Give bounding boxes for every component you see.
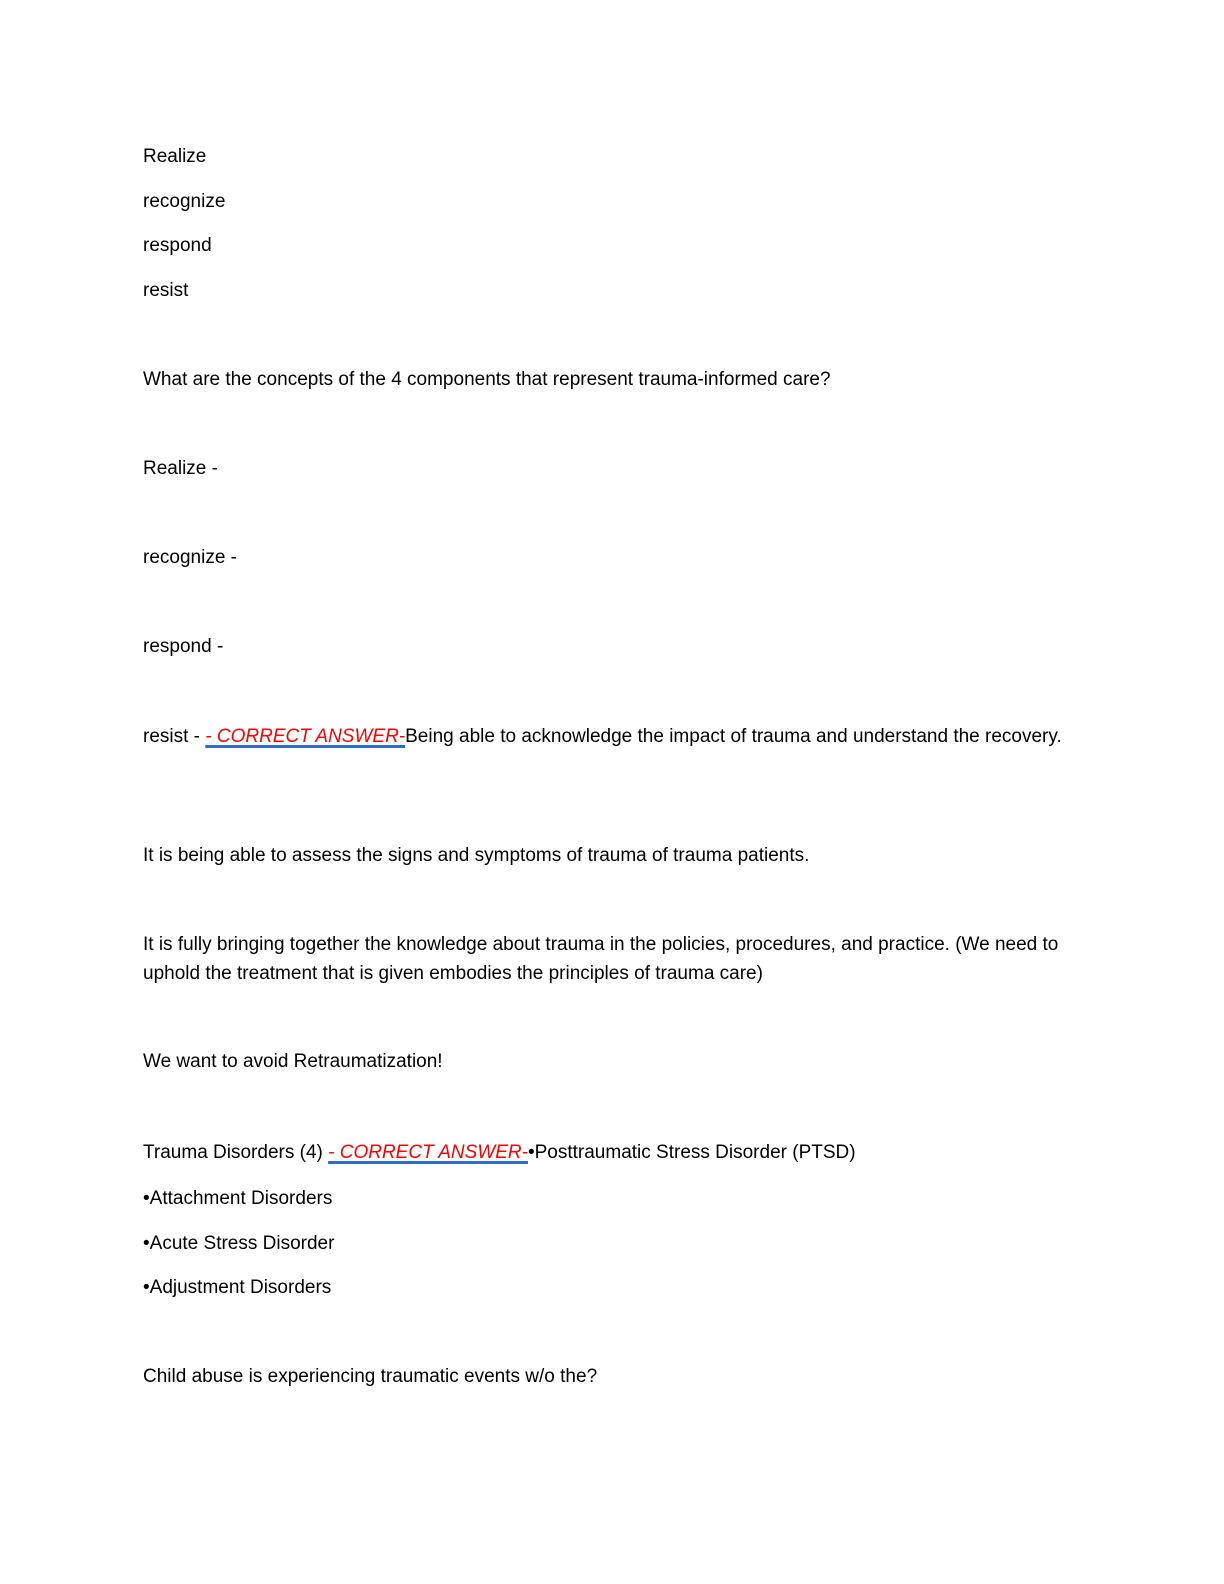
disorder-item: •Attachment Disorders [143,1188,333,1209]
list-item-realize: Realize [143,146,207,167]
recognize-answer-text: It is being able to assess the signs and symptoms of trauma of trauma patients. [143,845,810,866]
respond-answer-text: It is fully bringing together the knowledge about trauma in the policies, procedures, and practice. (We need to uphold the treatment that is given embodies the principles of trauma care) [143,934,1059,984]
trauma-disorders-label: Trauma Disorders (4) [143,1142,329,1163]
list-item-recognize: recognize [143,191,226,212]
realize-label: Realize - [143,458,218,479]
correct-answer-marker: - CORRECT ANSWER- [205,726,406,747]
disorder-item: •Acute Stress Disorder [143,1233,335,1254]
disorder-item: •Adjustment Disorders [143,1277,332,1298]
resist-label: resist - [143,726,206,747]
respond-label: respond - [143,636,224,657]
retraumatization-text: We want to avoid Retraumatization! [143,1051,443,1072]
resist-answer-paragraph [143,722,1073,751]
disorder-item: •Posttraumatic Stress Disorder (PTSD) [527,1142,856,1163]
child-abuse-question: Child abuse is experiencing traumatic events w/o the? [143,1366,598,1387]
resist-answer-text: Being able to acknowledge the impact of trauma and understand the recovery. [405,726,1062,747]
list-item-respond: respond [143,235,212,256]
list-item-resist: resist [143,280,189,301]
question-text: What are the concepts of the 4 components that represent trauma-informed care? [143,369,831,390]
recognize-label: recognize - [143,547,237,568]
correct-answer-marker: - CORRECT ANSWER- [328,1142,528,1163]
trauma-disorders-paragraph [143,1138,1073,1167]
